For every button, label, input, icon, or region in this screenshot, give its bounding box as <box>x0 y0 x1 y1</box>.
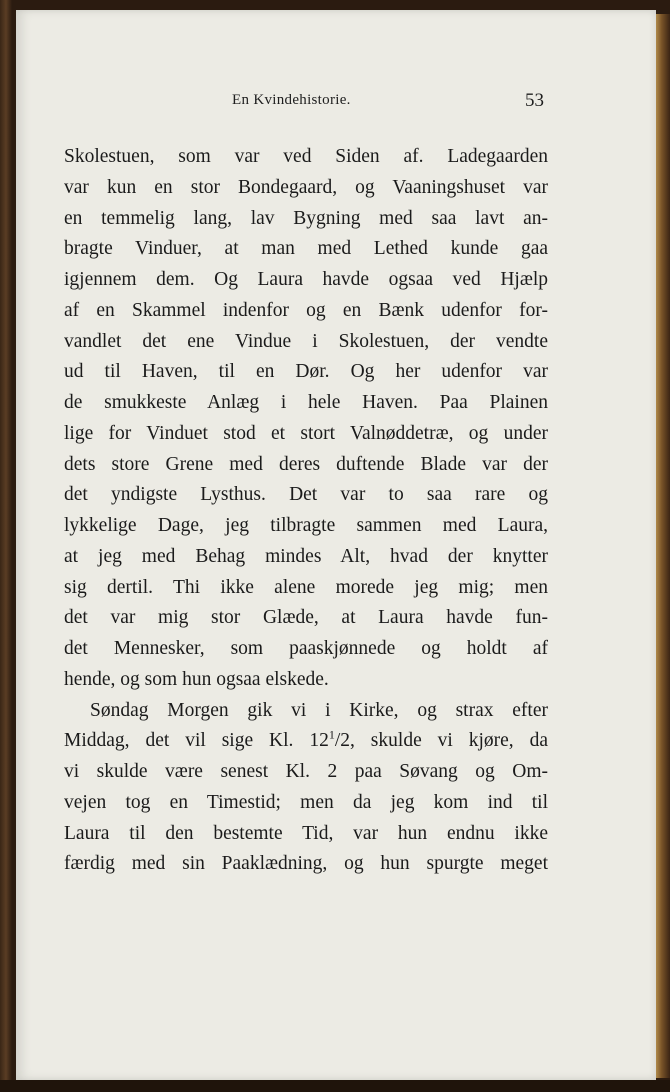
text-line: det Mennesker, som paaskjønnede og holdt af <box>64 638 548 659</box>
paragraph <box>64 696 548 881</box>
text-line: var kun en stor Bondegaard, og Vaaningshuset var <box>64 176 548 198</box>
paragraph <box>64 142 548 696</box>
page-number: 53 <box>525 90 544 111</box>
text-line: at jeg med Behag mindes Alt, hvad der knytter <box>64 545 548 567</box>
text-line: igjennem dem. Og Laura havde ogsaa ved Hjælp <box>64 269 548 290</box>
text-line: lykkelige Dage, jeg tilbragte sammen med Laura, <box>64 515 548 536</box>
text-line: Laura til den bestemte Tid, var hun endnu ikke <box>64 822 548 844</box>
text-line: vejen tog en Timestid; men da jeg kom ind til <box>64 791 548 813</box>
text-line: bragte Vinduer, at man med Lethed kunde gaa <box>64 238 548 260</box>
text-line: hende, og som hun ogsaa elskede. <box>64 668 329 690</box>
text-line: lige for Vinduet stod et stort Valnøddetræ, og under <box>64 422 548 444</box>
text-segment: Middag, det vil sige Kl. 12 <box>64 730 329 752</box>
text-line <box>64 726 548 757</box>
text-line: det var mig stor Glæde, at Laura havde fun- <box>64 607 548 629</box>
text-line: dets store Grene med deres duftende Blade var der <box>64 453 548 475</box>
text-line: Søndag Morgen gik vi i Kirke, og strax efter <box>90 699 548 721</box>
fraction-numerator: 1 <box>328 727 335 742</box>
text-line: sig dertil. Thi ikke alene morede jeg mig; men <box>64 576 548 598</box>
text-line: af en Skammel indenfor og en Bænk udenfor for- <box>64 299 548 321</box>
text-line: de smukkeste Anlæg i hele Haven. Paa Plainen <box>64 392 548 413</box>
body-text <box>64 142 548 880</box>
scan-bottom-border <box>0 1080 670 1092</box>
text-line: vandlet det ene Vindue i Skolestuen, der vendte <box>64 330 548 352</box>
text-line: færdig med sin Paaklædning, og hun spurgte meget <box>64 853 548 875</box>
running-title: En Kvindehistorie. <box>232 92 351 108</box>
page-header <box>64 92 548 114</box>
text-line: ud til Haven, til en Dør. Og her udenfor var <box>64 361 548 383</box>
book-edge <box>656 14 670 1078</box>
text-line: Skolestuen, som var ved Siden af. Ladegaarden <box>64 146 548 167</box>
text-line: en temmelig lang, lav Bygning med saa lavt an- <box>64 207 548 229</box>
text-line: vi skulde være senest Kl. 2 paa Søvang og Om- <box>64 761 548 782</box>
text-line: det yndigste Lysthus. Det var to saa rare og <box>64 484 548 506</box>
text-segment: /2, skulde vi kjøre, da <box>334 730 548 752</box>
